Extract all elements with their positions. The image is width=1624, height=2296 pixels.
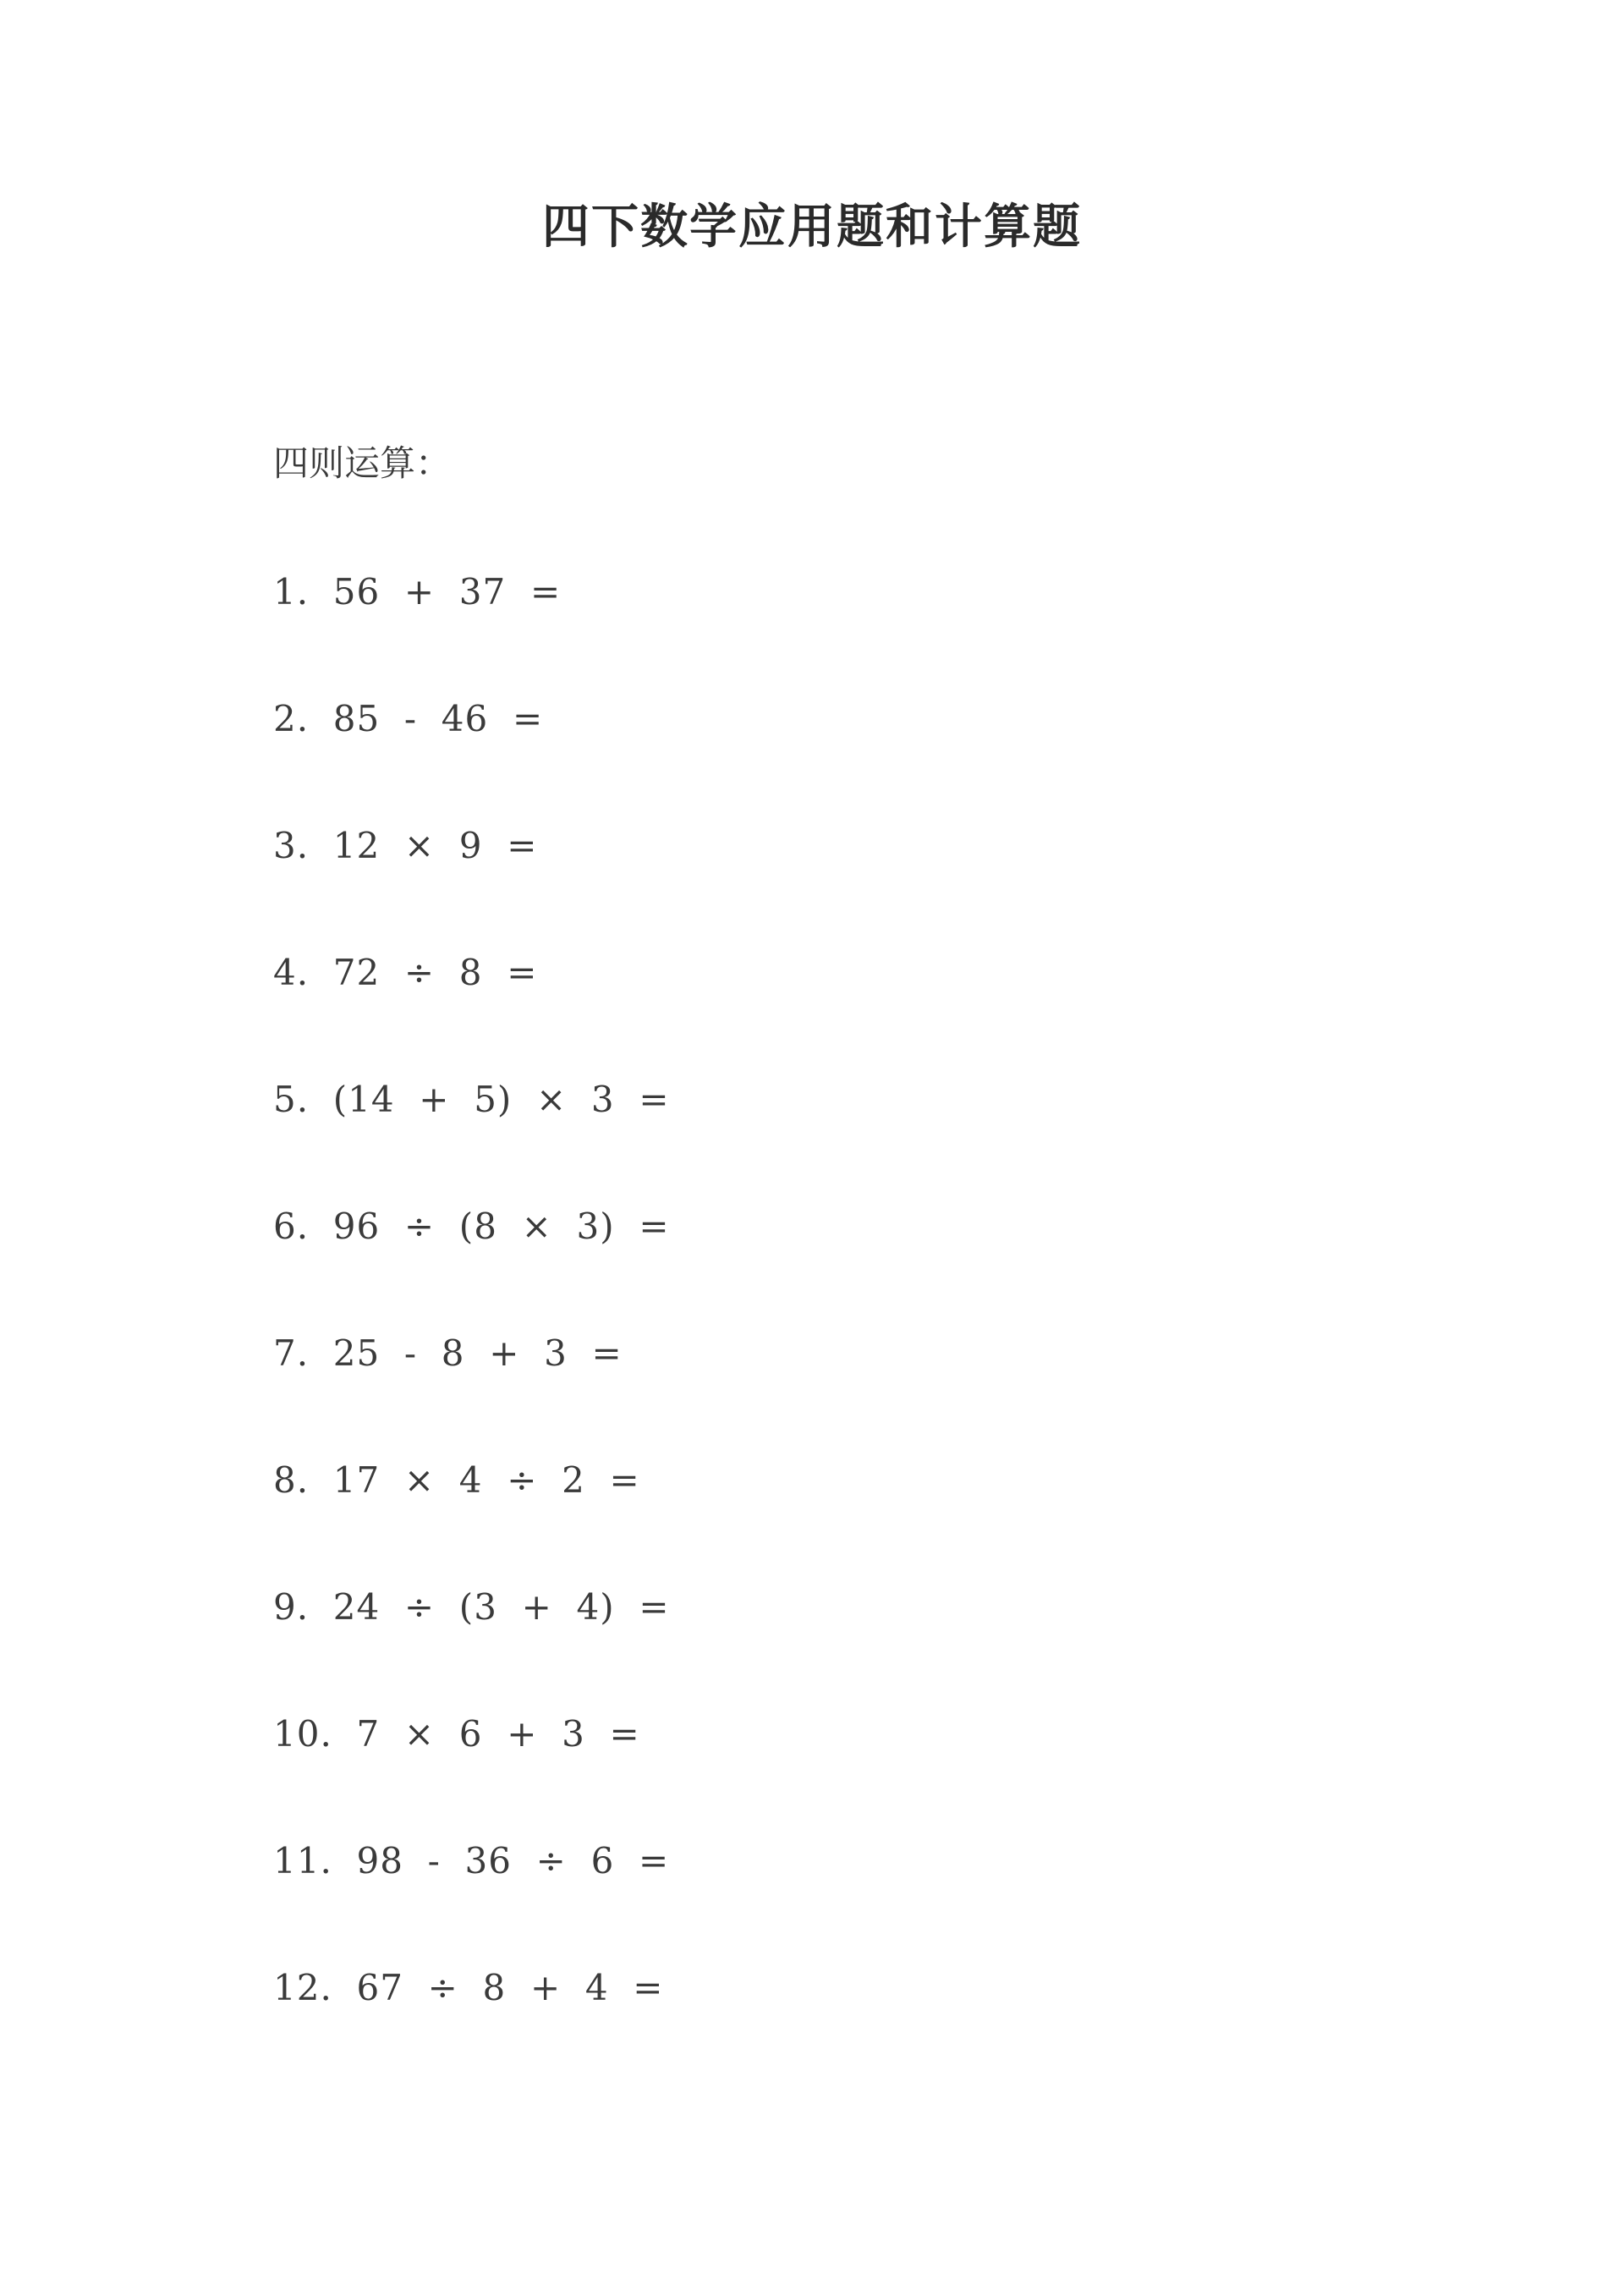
problem-item: 2. 85 - 46 =	[273, 698, 544, 739]
problem-item: 10. 7 × 6 + 3 =	[273, 1713, 640, 1755]
problem-item: 4. 72 ÷ 8 =	[273, 952, 538, 993]
section-heading: 四则运算：	[273, 442, 452, 484]
document-title: 四下数学应用题和计算题	[542, 199, 1082, 255]
problem-item: 9. 24 ÷ (3 + 4) =	[273, 1586, 670, 1628]
problem-item: 7. 25 - 8 + 3 =	[273, 1332, 623, 1374]
problem-list	[273, 567, 670, 2090]
problem-item: 3. 12 × 9 =	[273, 825, 538, 866]
problem-item: 1. 56 + 37 =	[273, 571, 562, 612]
problem-item: 8. 17 × 4 ÷ 2 =	[273, 1459, 640, 1501]
problem-item: 12. 67 ÷ 8 + 4 =	[273, 1967, 664, 2008]
problem-item: 6. 96 ÷ (8 × 3) =	[273, 1206, 670, 1247]
problem-item: 5. (14 + 5) × 3 =	[273, 1079, 670, 1120]
problem-item: 11. 98 - 36 ÷ 6 =	[273, 1840, 670, 1881]
